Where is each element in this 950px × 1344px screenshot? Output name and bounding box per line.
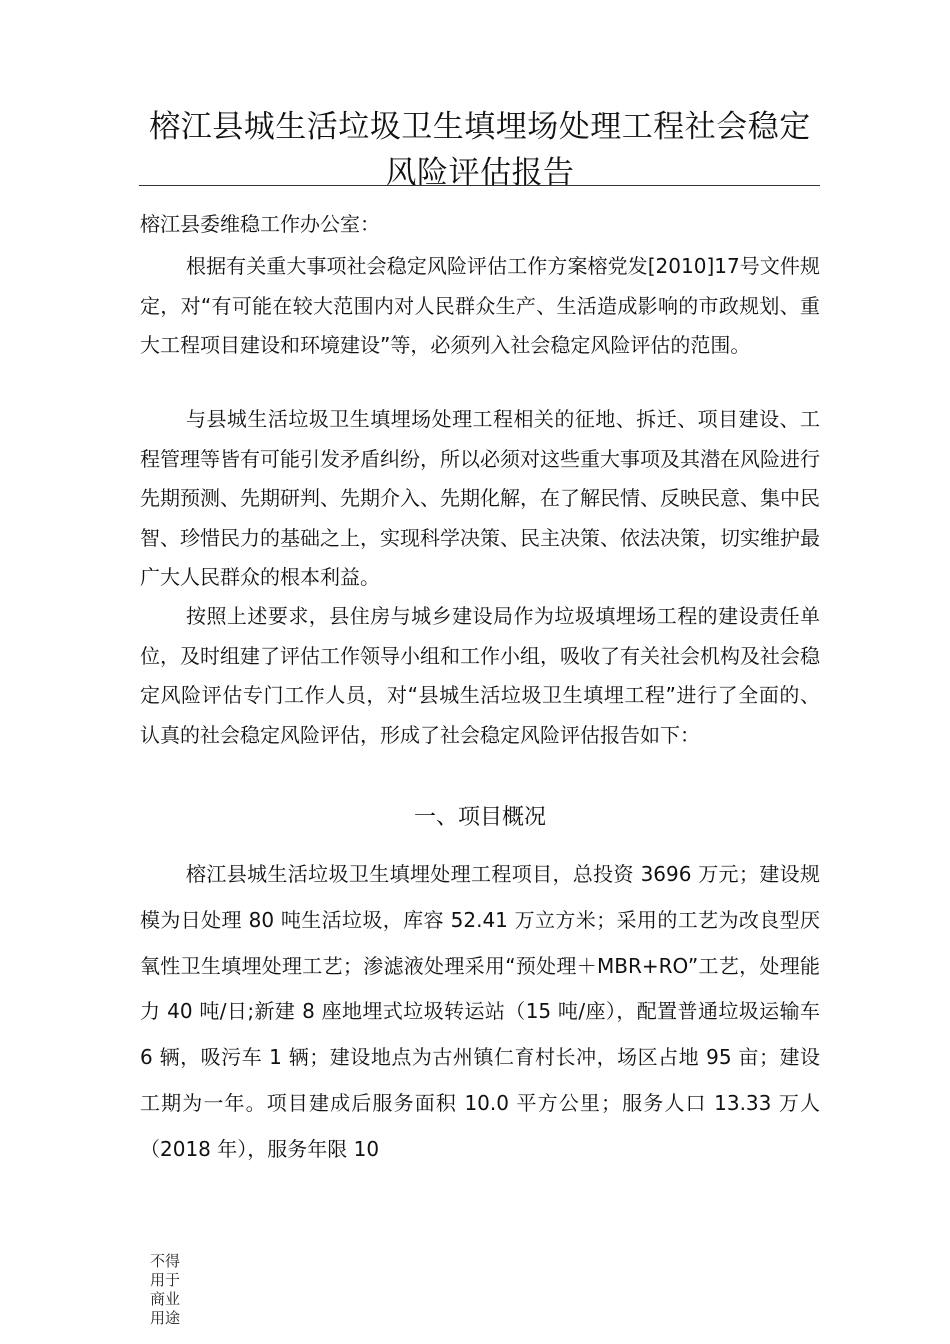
watermark-text: 不得用于商业用途 [150,1252,181,1327]
section-heading-project-overview: 一、项目概况 [413,805,546,830]
title-divider [139,185,820,186]
paragraph-assessment-process: 按照上述要求，县住房与城乡建设局作为垃圾填埋场工程的建设责任单位，及时组建了评估工作领导小组和工作小组，吸收了有关社会机构及社会稳定风险评估专门工作人员，对“县城生活垃圾卫生填埋工程”进行了全面的、认真的社会稳定风险评估，形成了社会稳定风险评估报告如下： [140,604,820,747]
paragraph-risk-scope: 与县城生活垃圾卫生填埋场处理工程相关的征地、拆迁、项目建设、工程管理等皆有可能引发矛盾纠纷，所以必须对这些重大事项及其潜在风险进行先期预测、先期研判、先期介入、先期化解，在了解民情、反映民意、集中民智、珍惜民力的基础之上，实现科学决策、民主决策、依法决策，切实维护最广大人民群众的根本利益。 [140,407,820,589]
paragraph-policy-basis: 根据有关重大事项社会稳定风险评估工作方案榕党发[2010]17号文件规定，对“有可能在较大范围内对人民群众生产、生活造成影响的市政规划、重大工程项目建设和环境建设”等，必须列入社会稳定风险评估的范围。 [140,254,820,357]
document-title: 榕江县城生活垃圾卫生填埋场处理工程社会稳定风险评估报告 [149,109,811,191]
salutation: 榕江县委维稳工作办公室： [140,212,380,236]
paragraph-project-overview: 榕江县城生活垃圾卫生填埋处理工程项目，总投资 3696 万元；建设规模为日处理 80 吨生活垃圾，库容 52.41 万立方米；采用的工艺为改良型厌氧性卫生填埋处理工艺；渗滤液处理采用“预处理＋MBR+RO”工艺，处理能力 40 吨/日;新建 8 座地埋式垃圾转运站（15 吨/座），配置普通垃圾运输车 6 辆，吸污车 1 辆；建设地点为古州镇仁育村长冲，场区占地 95 亩；建设工期为一年。项目建成后服务面积 10.0 平方公里；服务人口 13.33 万人（2018 年），服务年限 10 [140,862,820,1161]
